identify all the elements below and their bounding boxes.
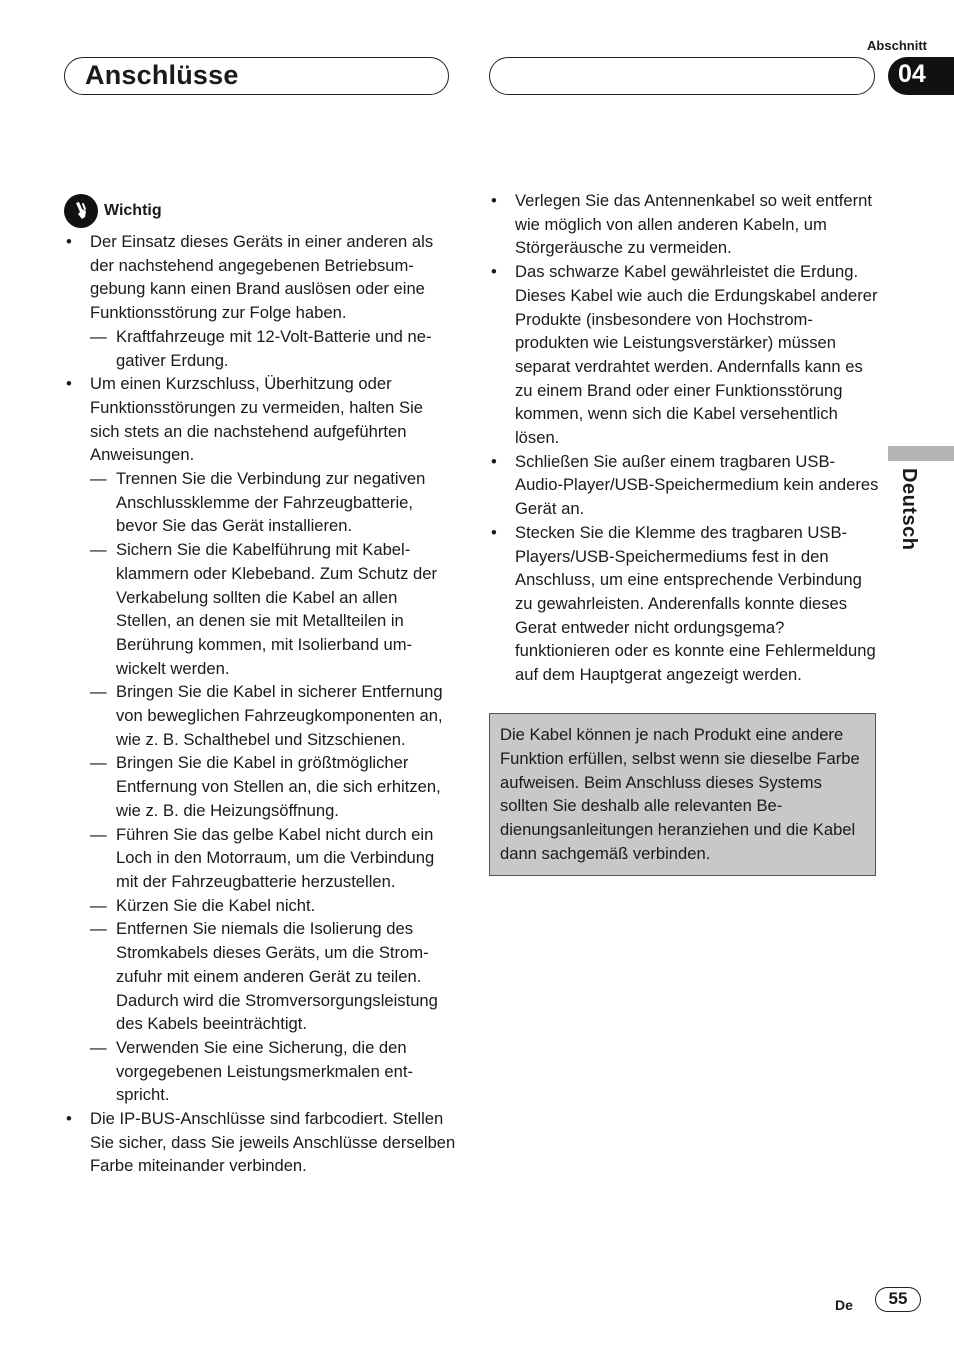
important-heading — [64, 194, 456, 228]
right-column — [489, 189, 881, 687]
page-number: 55 — [875, 1287, 921, 1312]
list-item: • Um einen Kurzschluss, Überhitzung oder Funktionsstörungen zu vermeiden, halten Sie sich stets an die nachstehend aufgeführten Anweisungen. — Trennen Sie die Verbindung zur negativen Anschlussklemme der Fahrzeugbatterie, bevor Sie das Gerät installieren. — Sichern Sie die Kabelführung mit Kabelklammern oder Klebeband. Zum Schutz der Verkabelung sollten die Kabel an allen Stellen, an denen sie mit Metallteilen in Berührung kommen, mit Isolierband umwickelt werden. — Bringen Sie die Kabel in sicherer Entfernung von beweglichen Fahrzeugkomponenten an, wie z. B. Schalthebel und Sitzschienen. — Bringen Sie die Kabel in größtmöglicher Entfernung von Stellen an, die sich erhitzen, wie z. B. die Heizungsöffnung. — Führen Sie das gelbe Kabel nicht durch ein Loch in den Motorraum, um die Verbindung mit der Fahrzeugbatterie herzustellen. — Kürzen Sie die Kabel nicht. — Entfernen Sie niemals die Isolierung des Stromkabels dieses Geräts, um die Stromzufuhr mit einem anderen Gerät zu teilen. Dadurch wird die Stromversorgungsleistung des Kabels beeinträchtigt. — Verwenden Sie eine Sicherung, die den vorgegebenen Leistungsmerkmalen entspricht. — [64, 372, 456, 1107]
list-item: • Der Einsatz dieses Geräts in einer anderen als der nachstehend angegebenen Betriebsumgebung kann einen Brand auslösen oder eine Funktionsstörung zur Folge haben. — Kraftfahrzeuge mit 12-Volt-Batterie und negativer Erdung. — [64, 230, 456, 372]
sub-list-item: — Bringen Sie die Kabel in sicherer Entfernung von beweglichen Fahrzeugkomponenten an, wie z. B. Schalthebel und Sitzschienen. — [90, 680, 456, 751]
chapter-badge: 04 — [888, 57, 954, 95]
language-tab-marker — [888, 446, 954, 461]
language-tab-label: Deutsch — [898, 468, 920, 551]
sub-list-item: — Trennen Sie die Verbindung zur negativen Anschlussklemme der Fahrzeugbatterie, bevor Sie das Gerät installieren. — [90, 467, 456, 538]
list-item: • Schließen Sie außer einem tragbaren USB-Audio-Player/USB-Speichermedium kein anderes Gerät an. — [489, 450, 881, 521]
sub-list-item: — Verwenden Sie eine Sicherung, die den vorgegebenen Leistungsmerkmalen entspricht. — [90, 1036, 456, 1107]
list-item: • Stecken Sie die Klemme des tragbaren USB-Players/USB-Speichermediums fest in den Anschluss, um eine entsprechende Verbindung zu gewahrleisten. Anderenfalls konnte dieses Gerat entweder nicht ordungsgema? funktionieren oder es konnte eine Fehlermeldung auf dem Hauptgerat angezeigt werden. — [489, 521, 881, 687]
list-item: • Verlegen Sie das Antennenkabel so weit entfernt wie möglich von allen anderen Kabeln, um Störgeräusche zu vermeiden. — [489, 189, 881, 260]
sub-list-item: — Kraftfahrzeuge mit 12-Volt-Batterie und negativer Erdung. — [90, 325, 456, 372]
title-frame — [64, 57, 449, 95]
note-box: Die Kabel können je nach Produkt eine andere Funktion erfüllen, selbst wenn sie dieselbe Farbe aufweisen. Beim Anschluss dieses Systems sollten Sie deshalb alle relevanten Bedienungsanleitungen heranziehen und die Kabel dann sachgemäß verbinden. — [489, 713, 876, 876]
header-empty-frame — [489, 57, 875, 95]
right-list — [489, 189, 881, 687]
sub-list-item: — Sichern Sie die Kabelführung mit Kabelklammern oder Klebeband. Zum Schutz der Verkabelung sollten die Kabel an allen Stellen, an denen sie mit Metallteilen in Berührung kommen, mit Isolierband umwickelt werden. — [90, 538, 456, 680]
left-column — [64, 194, 456, 1178]
sub-list — [90, 325, 456, 372]
important-hand-icon — [64, 194, 98, 228]
sub-list-item: — Führen Sie das gelbe Kabel nicht durch ein Loch in den Motorraum, um die Verbindung mit der Fahrzeugbatterie herzustellen. — [90, 823, 456, 894]
important-list — [64, 230, 456, 1178]
list-item: • Das schwarze Kabel gewährleistet die Erdung. Dieses Kabel wie auch die Erdungskabel anderer Produkte (insbesondere von Hochstromprodukten wie Leistungsverstärker) müssen separat verdrahtet werden. Andernfalls kann es zu einem Brand oder einer Funktionsstörung kommen, wenn sich die Kabel versehentlich lösen. — [489, 260, 881, 450]
section-label: Abschnitt — [867, 38, 927, 53]
sub-list — [90, 467, 456, 1107]
sub-list-item: — Kürzen Sie die Kabel nicht. — [90, 894, 456, 918]
sub-list-item: — Bringen Sie die Kabel in größtmöglicher Entfernung von Stellen an, die sich erhitzen, wie z. B. die Heizungsöffnung. — [90, 751, 456, 822]
important-label: Wichtig — [104, 202, 162, 220]
footer-language-code: De — [835, 1297, 853, 1313]
page-title: Anschlüsse — [85, 60, 239, 90]
list-item: • Die IP-BUS-Anschlüsse sind farbcodiert. Stellen Sie sicher, dass Sie jeweils Anschlüsse derselben Farbe miteinander verbinden. — [64, 1107, 456, 1178]
sub-list-item: — Entfernen Sie niemals die Isolierung des Stromkabels dieses Geräts, um die Stromzufuhr mit einem anderen Gerät zu teilen. Dadurch wird die Stromversorgungsleistung des Kabels beeinträchtigt. — [90, 917, 456, 1036]
